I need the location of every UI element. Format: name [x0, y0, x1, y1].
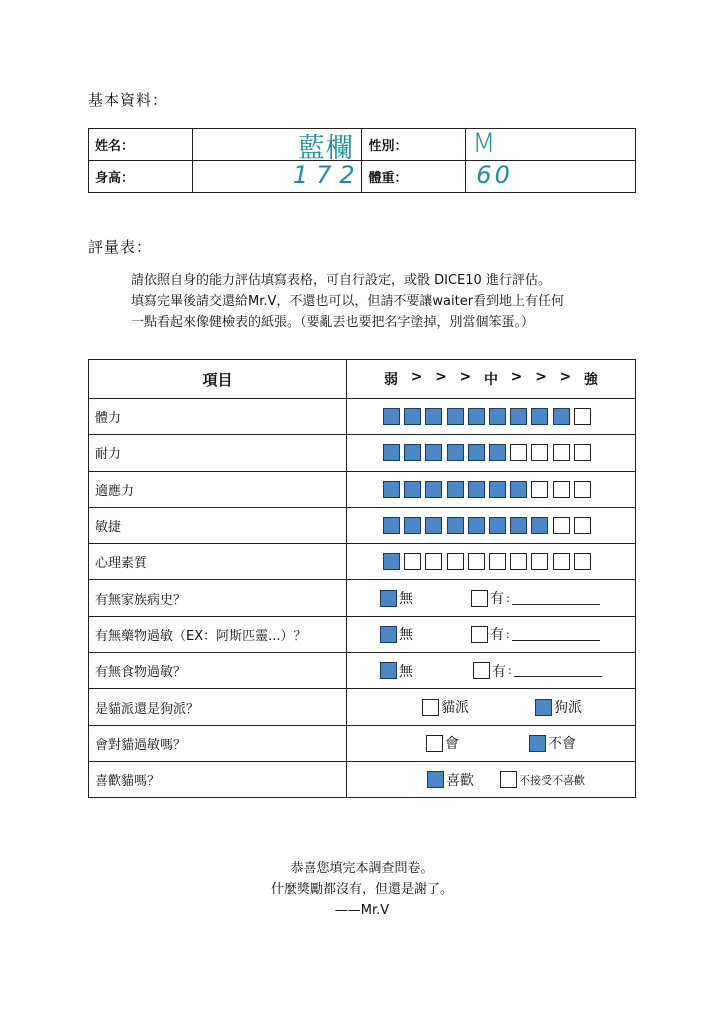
scale-label: >: [510, 369, 523, 385]
rating-checkbox[interactable]: [574, 481, 591, 498]
rating-checkbox[interactable]: [574, 553, 591, 570]
rating-checkbox[interactable]: [425, 444, 442, 461]
height-field[interactable]: [192, 161, 362, 193]
rating-checkbox[interactable]: [553, 517, 570, 534]
option-label: 貓派: [441, 700, 469, 717]
rating-checkbox[interactable]: [425, 517, 442, 534]
score-row: [89, 507, 636, 543]
score-row: [89, 471, 636, 507]
gender-field[interactable]: [466, 129, 636, 161]
rating-checkbox[interactable]: [383, 517, 400, 534]
question-row: [89, 689, 636, 725]
score-row: [89, 435, 636, 471]
question-options: [347, 616, 636, 652]
rating-checkbox[interactable]: [489, 408, 506, 425]
option-checkbox[interactable]: [529, 735, 546, 752]
score-label: 心理素質: [89, 544, 347, 580]
rating-checkbox[interactable]: [531, 481, 548, 498]
option-checkbox[interactable]: [500, 771, 517, 788]
question-options: [347, 689, 636, 725]
option-opt1[interactable]: [426, 733, 459, 753]
fill-in-line[interactable]: [512, 628, 600, 641]
rating-checkbox[interactable]: [425, 481, 442, 498]
question-row: [89, 653, 636, 689]
score-row: [89, 399, 636, 435]
option-label: 有: [492, 663, 506, 680]
rating-checkbox[interactable]: [531, 553, 548, 570]
scale-label: 弱: [384, 372, 398, 388]
rating-checkbox[interactable]: [510, 408, 527, 425]
question-label: 有無家族病史？: [89, 580, 347, 616]
footer: [0, 858, 724, 921]
option-label: 有: [490, 627, 504, 644]
option-colon: :: [506, 591, 510, 605]
question-row: [89, 580, 636, 616]
scale-label: 強: [583, 372, 598, 388]
question-options: [347, 580, 636, 616]
score-boxes: [347, 435, 636, 471]
rating-checkbox[interactable]: [383, 444, 400, 461]
scale-label: >: [459, 369, 472, 385]
score-boxes: [347, 507, 636, 543]
rating-checkbox[interactable]: [489, 444, 506, 461]
rating-checkbox[interactable]: [531, 408, 548, 425]
rating-checkbox[interactable]: [510, 553, 527, 570]
rating-checkbox[interactable]: [404, 553, 421, 570]
option-label: 有: [490, 591, 504, 608]
rating-instructions: [131, 270, 631, 333]
option-label: 無: [399, 663, 413, 680]
rating-checkbox[interactable]: [489, 481, 506, 498]
option-opt2[interactable]: [535, 697, 582, 717]
rating-checkbox[interactable]: [447, 444, 464, 461]
rating-checkbox[interactable]: [510, 517, 527, 534]
option-opt2[interactable]: [471, 624, 600, 644]
rating-checkbox[interactable]: [404, 408, 421, 425]
question-label: 有無藥物過敏（EX：阿斯匹靈...）？: [89, 616, 347, 652]
rating-checkbox[interactable]: [404, 444, 421, 461]
option-label: 狗派: [554, 700, 582, 717]
option-checkbox[interactable]: [380, 662, 397, 679]
option-opt1[interactable]: [422, 697, 469, 717]
score-label: 體力: [89, 399, 347, 435]
fill-in-line[interactable]: [514, 664, 602, 677]
rating-checkbox[interactable]: [510, 481, 527, 498]
rating-checkbox[interactable]: [553, 408, 570, 425]
question-label: 有無食物過敏？: [89, 653, 347, 689]
rating-checkbox[interactable]: [574, 517, 591, 534]
score-label: 適應力: [89, 471, 347, 507]
question-label: 喜歡貓嗎？: [89, 761, 347, 797]
option-label: 無: [399, 591, 413, 608]
option-opt1[interactable]: [380, 661, 413, 681]
weight-field[interactable]: [466, 161, 636, 193]
rating-checkbox[interactable]: [404, 517, 421, 534]
question-row: [89, 725, 636, 761]
option-opt2[interactable]: [500, 771, 585, 788]
footer-signature: ——Mr.V: [334, 903, 390, 918]
basic-info-table: [88, 128, 636, 193]
instruction-line: 一點看起來像健檢表的紙張。（要亂丟也要把名字塗掉，別當個笨蛋。）: [131, 315, 535, 330]
rating-checkbox[interactable]: [447, 517, 464, 534]
rating-checkbox[interactable]: [447, 481, 464, 498]
option-colon: :: [506, 627, 510, 641]
option-opt1[interactable]: [427, 770, 474, 790]
score-label: 耐力: [89, 435, 347, 471]
rating-title: 評量表：: [88, 238, 153, 256]
rating-checkbox[interactable]: [447, 553, 464, 570]
rating-checkbox[interactable]: [404, 481, 421, 498]
rating-checkbox[interactable]: [574, 444, 591, 461]
score-boxes: [347, 544, 636, 580]
fill-in-line[interactable]: [512, 592, 600, 605]
rating-checkbox[interactable]: [489, 553, 506, 570]
instruction-line: 請依照自身的能力評估填寫表格，可自行設定，或骰 DICE10 進行評估。: [131, 273, 551, 288]
rating-checkbox[interactable]: [468, 517, 485, 534]
question-label: 會對貓過敏嗎？: [89, 725, 347, 761]
rating-checkbox[interactable]: [510, 444, 527, 461]
option-checkbox[interactable]: [471, 626, 488, 643]
header-scale: [347, 360, 636, 399]
footer-line: 什麼獎勵都沒有，但還是謝了。: [270, 882, 453, 897]
option-label: 不會: [548, 736, 576, 753]
instruction-line: 填寫完畢後請交還給Mr.V，不還也可以，但請不要讓waiter看到地上有任何: [131, 294, 565, 309]
question-options: [347, 653, 636, 689]
name-label: 姓名：: [89, 129, 193, 161]
name-value: 藍欄: [297, 133, 354, 164]
rating-checkbox[interactable]: [553, 553, 570, 570]
rating-checkbox[interactable]: [574, 408, 591, 425]
rating-checkbox[interactable]: [383, 553, 400, 570]
option-checkbox[interactable]: [535, 699, 552, 716]
option-checkbox[interactable]: [471, 590, 488, 607]
score-boxes: [347, 399, 636, 435]
option-label: 喜歡: [446, 772, 474, 789]
rating-checkbox[interactable]: [468, 553, 485, 570]
scale-label: 中: [483, 372, 498, 388]
score-boxes: [347, 471, 636, 507]
height-label: 身高：: [89, 161, 193, 193]
option-opt1[interactable]: [380, 624, 413, 644]
name-field[interactable]: [192, 129, 362, 164]
rating-checkbox[interactable]: [447, 408, 464, 425]
rating-checkbox[interactable]: [553, 481, 570, 498]
rating-checkbox[interactable]: [425, 408, 442, 425]
rating-checkbox[interactable]: [383, 408, 400, 425]
scale-label: >: [535, 369, 547, 385]
rating-table: [88, 359, 636, 798]
option-checkbox[interactable]: [426, 735, 443, 752]
option-colon: :: [508, 664, 512, 678]
option-checkbox[interactable]: [422, 699, 439, 716]
question-label: 是貓派還是狗派？: [89, 689, 347, 725]
option-checkbox[interactable]: [473, 662, 490, 679]
option-opt1[interactable]: [380, 588, 413, 608]
gender-label: 性別：: [362, 129, 466, 161]
option-opt2[interactable]: [471, 588, 600, 608]
header-item: 項目: [89, 360, 347, 399]
rating-checkbox[interactable]: [383, 481, 400, 498]
question-options: [347, 761, 636, 797]
score-label: 敏捷: [89, 507, 347, 543]
scale-label: >: [410, 369, 423, 385]
rating-checkbox[interactable]: [468, 408, 485, 425]
option-opt2[interactable]: [473, 661, 602, 681]
rating-checkbox[interactable]: [468, 444, 485, 461]
rating-checkbox[interactable]: [468, 481, 485, 498]
option-checkbox[interactable]: [380, 590, 397, 607]
question-row: [89, 761, 636, 797]
rating-checkbox[interactable]: [553, 444, 570, 461]
option-checkbox[interactable]: [380, 626, 397, 643]
footer-line: 恭喜您填完本調查問卷。: [290, 861, 434, 876]
option-opt2[interactable]: [529, 733, 576, 753]
option-label: 無: [399, 627, 413, 644]
rating-checkbox[interactable]: [425, 553, 442, 570]
option-label: 不接受不喜歡: [519, 773, 585, 787]
height-value: 172: [292, 161, 363, 189]
score-row: [89, 544, 636, 580]
basic-info-title: 基本資料：: [88, 91, 169, 109]
question-row: [89, 616, 636, 652]
rating-checkbox[interactable]: [489, 517, 506, 534]
gender-value: M: [472, 128, 496, 159]
weight-value: 60: [476, 161, 513, 189]
weight-label: 體重：: [362, 161, 466, 193]
question-options: [347, 725, 636, 761]
scale-label: >: [435, 369, 447, 385]
option-checkbox[interactable]: [427, 771, 444, 788]
rating-checkbox[interactable]: [531, 517, 548, 534]
option-label: 會: [445, 736, 459, 753]
scale-label: >: [559, 369, 572, 385]
rating-checkbox[interactable]: [531, 444, 548, 461]
